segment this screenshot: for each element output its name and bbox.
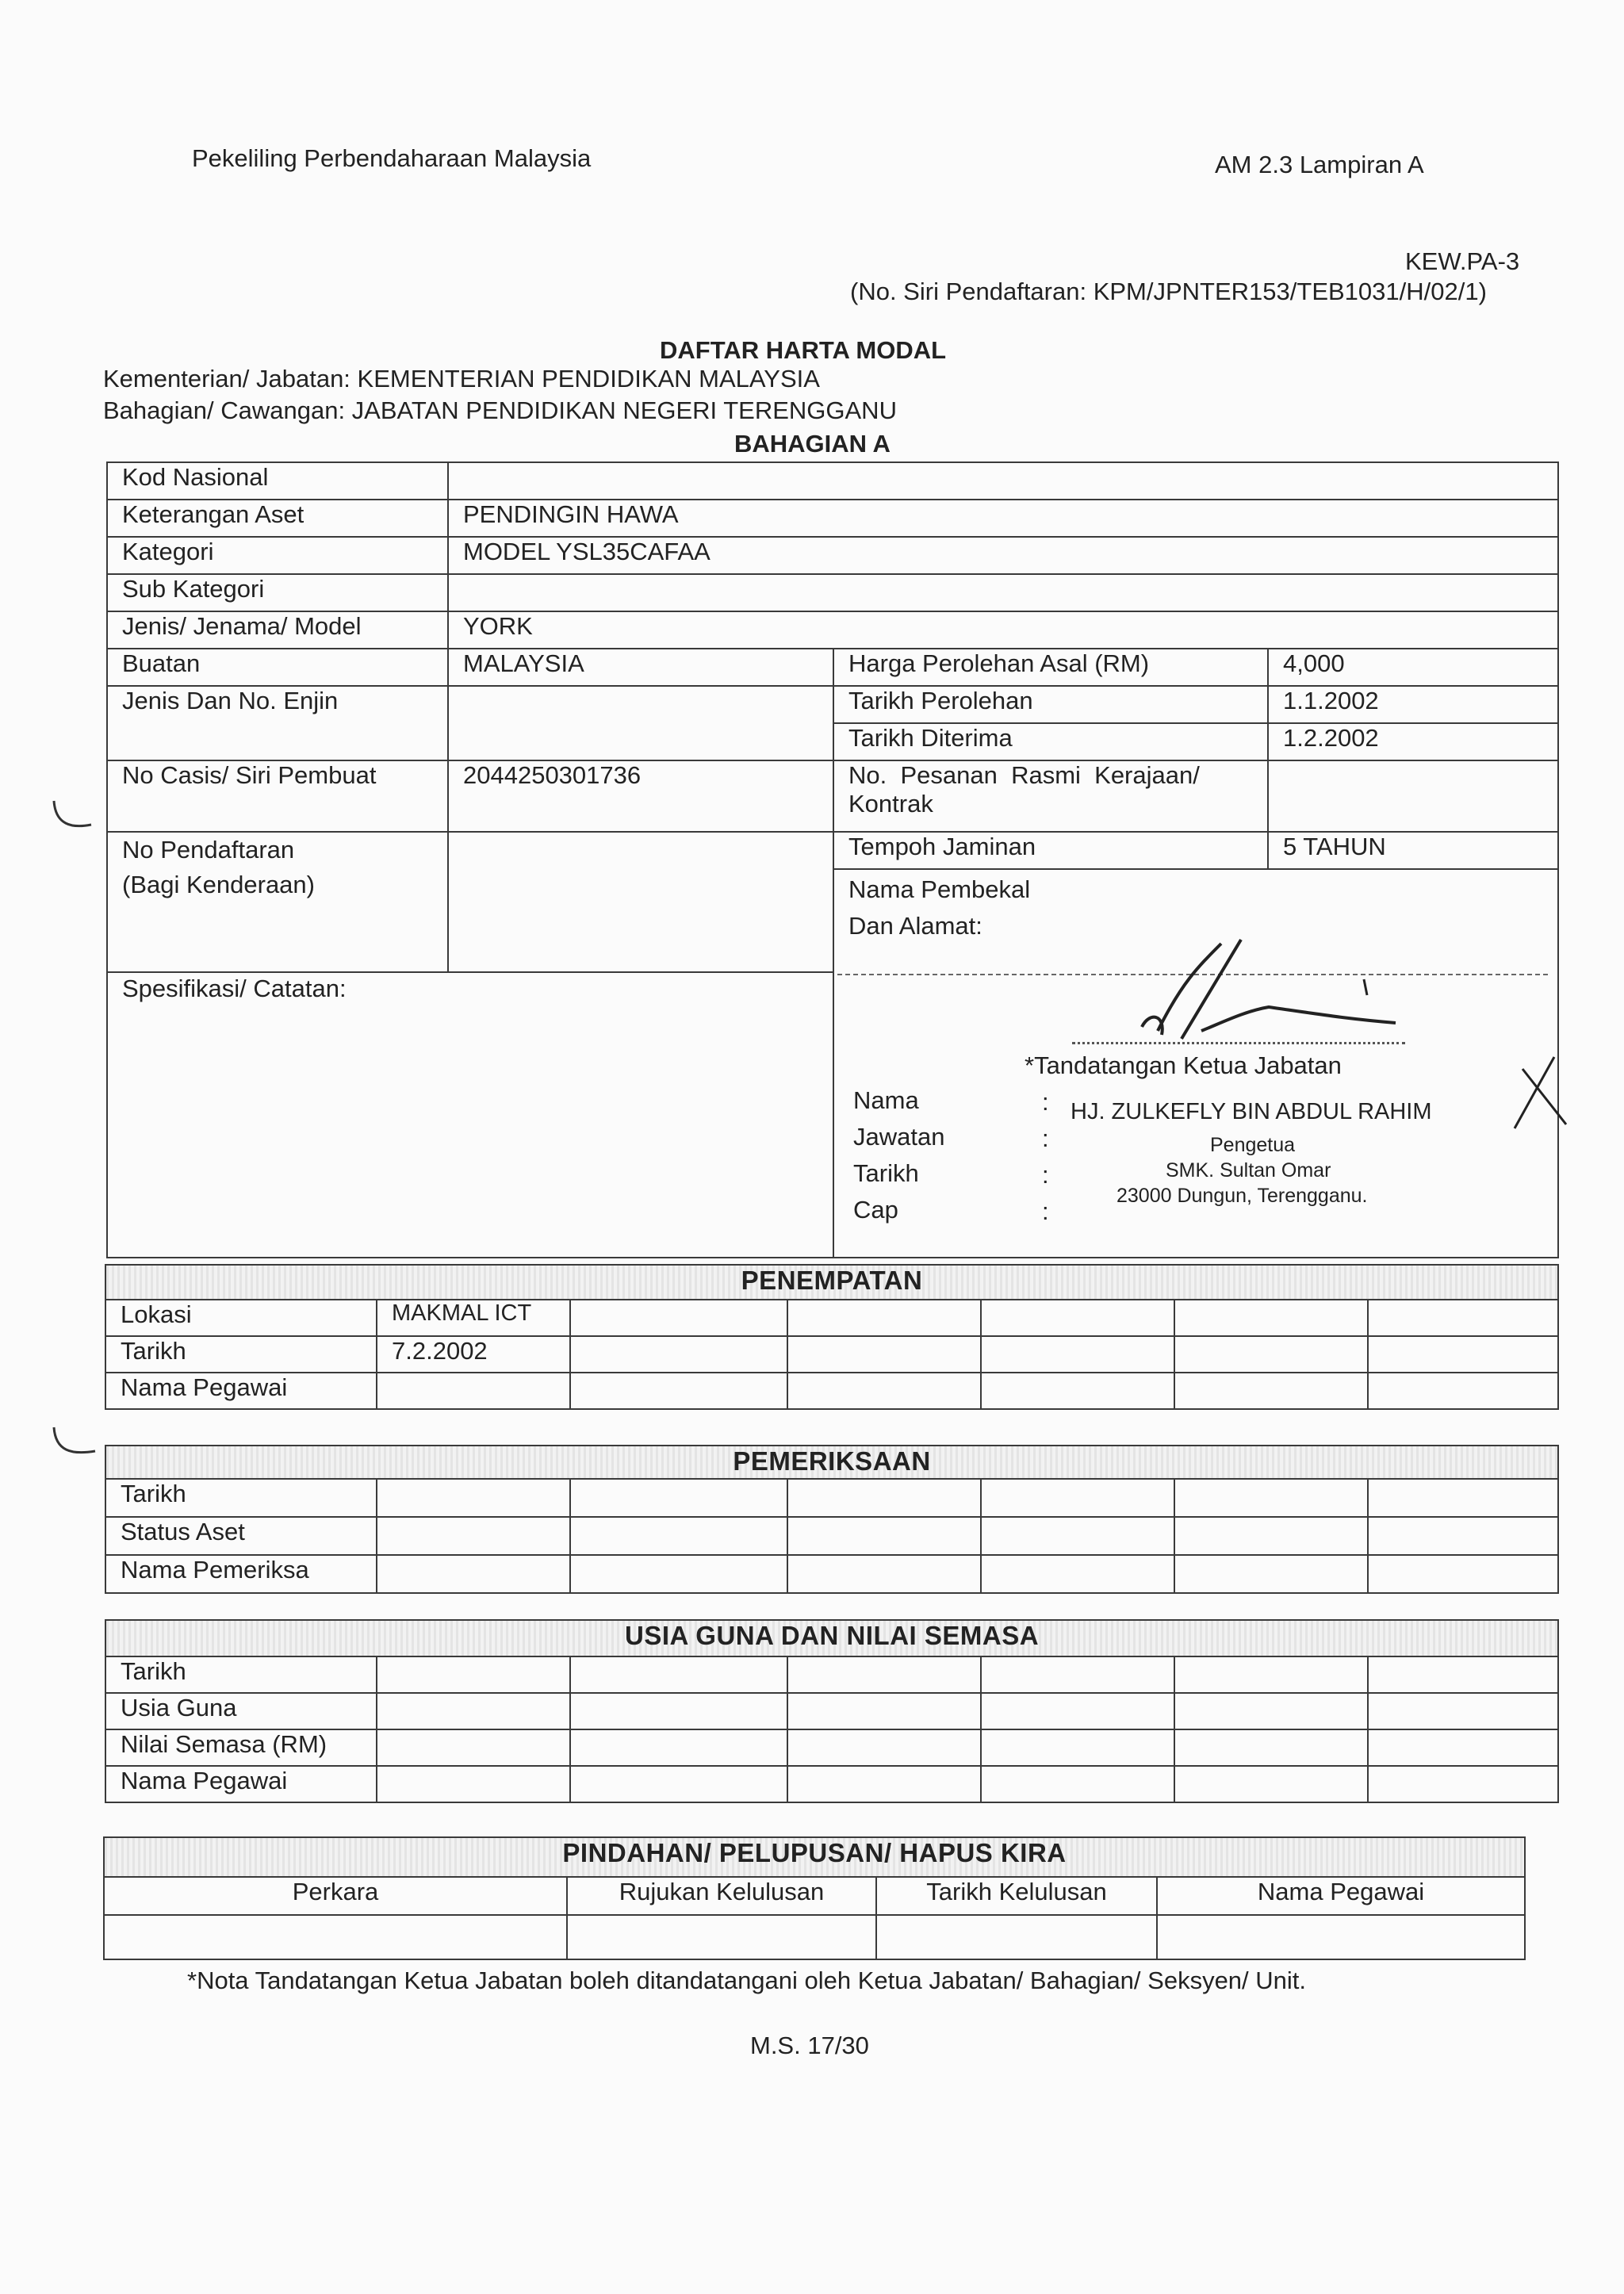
table-row xyxy=(105,1766,1558,1802)
harga-value: 4,000 xyxy=(1268,649,1558,686)
pemeriksaan-heading: PEMERIKSAAN xyxy=(105,1446,1558,1479)
table-row xyxy=(107,462,1558,500)
penempatan-row-value xyxy=(377,1373,570,1409)
spesifikasi-cell xyxy=(107,972,833,1258)
jaminan-value: 5 TAHUN xyxy=(1268,832,1558,869)
tarikh-perolehan-value: 1.1.2002 xyxy=(1268,686,1558,723)
signature-scribble xyxy=(1063,936,1411,1055)
pendaftaran-value xyxy=(448,832,833,972)
jaminan-label: Tempoh Jaminan xyxy=(833,832,1268,869)
pendaftaran-label xyxy=(107,832,448,972)
spesifikasi-label: Spesifikasi/ Catatan: xyxy=(122,975,347,1002)
jawatan-label: Jawatan xyxy=(853,1123,945,1151)
table-row xyxy=(105,1300,1558,1336)
signature-caption: *Tandatangan Ketua Jabatan xyxy=(1025,1051,1342,1079)
table-row xyxy=(107,611,1558,649)
part-a-heading: BAHAGIAN A xyxy=(734,430,891,458)
usia-row-label: Nama Pegawai xyxy=(105,1766,377,1802)
keterangan-value: PENDINGIN HAWA xyxy=(448,500,1558,537)
penempatan-table xyxy=(105,1264,1559,1410)
harga-label: Harga Perolehan Asal (RM) xyxy=(833,649,1268,686)
form-code: KEW.PA-3 xyxy=(1405,247,1520,275)
pemeriksaan-table xyxy=(105,1445,1559,1594)
table-row xyxy=(105,1656,1558,1693)
pemeriksaan-row-label: Status Aset xyxy=(105,1517,377,1555)
table-row xyxy=(107,760,1558,832)
table-row xyxy=(105,1729,1558,1766)
cap-colon: : xyxy=(1042,1197,1049,1225)
keterangan-label: Keterangan Aset xyxy=(107,500,448,537)
nama-label: Nama xyxy=(853,1086,919,1114)
kategori-value: MODEL YSL35CAFAA xyxy=(448,537,1558,574)
pindahan-table xyxy=(103,1836,1526,1960)
casis-label: No Casis/ Siri Pembuat xyxy=(107,760,448,832)
stamp-title: Pengetua xyxy=(1210,1134,1296,1156)
page-number: M.S. 17/30 xyxy=(750,2032,869,2059)
table-row xyxy=(107,574,1558,611)
cross-mark xyxy=(1507,1053,1570,1132)
penempatan-row-label: Tarikh xyxy=(105,1336,377,1373)
tarikh-label: Tarikh xyxy=(853,1159,919,1187)
sub-kategori-value xyxy=(448,574,1558,611)
kategori-label: Kategori xyxy=(107,537,448,574)
buatan-value: MALAYSIA xyxy=(448,649,833,686)
stamp-address: 23000 Dungun, Terengganu. xyxy=(1116,1185,1368,1207)
pesanan-value xyxy=(1268,760,1558,832)
casis-value: 2044250301736 xyxy=(448,760,833,832)
pembekal-label-line-2: Dan Alamat: xyxy=(848,912,982,940)
penempatan-row-value: MAKMAL ICT xyxy=(377,1300,570,1336)
enjin-label: Jenis Dan No. Enjin xyxy=(107,686,448,760)
buatan-label: Buatan xyxy=(107,649,448,686)
penempatan-heading: PENEMPATAN xyxy=(105,1265,1558,1300)
pindahan-heading: PINDAHAN/ PELUPUSAN/ HAPUS KIRA xyxy=(104,1837,1525,1877)
table-row xyxy=(104,1877,1525,1915)
table-row xyxy=(105,1479,1558,1517)
pindahan-col-perkara: Perkara xyxy=(104,1877,567,1915)
tarikh-colon: : xyxy=(1042,1161,1049,1189)
usia-heading: USIA GUNA DAN NILAI SEMASA xyxy=(105,1620,1558,1656)
registration-serial: (No. Siri Pendaftaran: KPM/JPNTER153/TEB1031/H/02/1) xyxy=(850,278,1487,305)
asset-detail-table xyxy=(106,461,1559,1258)
usia-row-label: Nilai Semasa (RM) xyxy=(105,1729,377,1766)
pindahan-col-rujukan: Rujukan Kelulusan xyxy=(567,1877,876,1915)
table-row xyxy=(107,500,1558,537)
punch-hole-mark xyxy=(48,1419,103,1467)
tarikh-diterima-value: 1.2.2002 xyxy=(1268,723,1558,760)
signature-line xyxy=(1072,1042,1405,1044)
jenama-label: Jenis/ Jenama/ Model xyxy=(107,611,448,649)
pesanan-label-line-1: No. Pesanan Rasmi Kerajaan/ xyxy=(848,761,1200,789)
pendaftaran-label-line-2: (Bagi Kenderaan) xyxy=(122,871,315,898)
enjin-value xyxy=(448,686,833,760)
usia-row-label: Tarikh xyxy=(105,1656,377,1693)
circular-reference: Pekeliling Perbendaharaan Malaysia xyxy=(192,144,592,172)
table-row xyxy=(107,832,1558,869)
pindahan-col-tarikh: Tarikh Kelulusan xyxy=(876,1877,1157,1915)
cap-label: Cap xyxy=(853,1196,898,1224)
usia-guna-table xyxy=(105,1619,1559,1803)
tarikh-perolehan-label: Tarikh Perolehan xyxy=(833,686,1268,723)
penempatan-row-value: 7.2.2002 xyxy=(377,1336,570,1373)
usia-row-label: Usia Guna xyxy=(105,1693,377,1729)
pembekal-label-line-1: Nama Pembekal xyxy=(848,875,1031,903)
division-line: Bahagian/ Cawangan: JABATAN PENDIDIKAN NEGERI TERENGGANU xyxy=(103,396,897,424)
pesanan-label xyxy=(833,760,1268,832)
table-row xyxy=(107,686,1558,723)
page-title: DAFTAR HARTA MODAL xyxy=(660,336,947,364)
sub-kategori-label: Sub Kategori xyxy=(107,574,448,611)
tarikh-diterima-label: Tarikh Diterima xyxy=(833,723,1268,760)
table-row xyxy=(105,1336,1558,1373)
pemeriksaan-row-label: Nama Pemeriksa xyxy=(105,1555,377,1593)
jawatan-colon: : xyxy=(1042,1124,1049,1152)
table-row xyxy=(105,1373,1558,1409)
pesanan-label-line-2: Kontrak xyxy=(848,790,933,818)
pendaftaran-label-line-1: No Pendaftaran xyxy=(122,836,295,864)
footnote: *Nota Tandatangan Ketua Jabatan boleh ditandatangani oleh Ketua Jabatan/ Bahagian/ Seksyen/ Unit. xyxy=(187,1967,1307,1994)
table-row xyxy=(105,1693,1558,1729)
table-row xyxy=(105,1555,1558,1593)
nama-colon: : xyxy=(1042,1088,1049,1116)
kod-nasional-value xyxy=(448,462,1558,500)
head-name-stamp: HJ. ZULKEFLY BIN ABDUL RAHIM xyxy=(1071,1099,1432,1124)
ministry-line: Kementerian/ Jabatan: KEMENTERIAN PENDIDIKAN MALAYSIA xyxy=(103,365,820,393)
stamp-school: SMK. Sultan Omar xyxy=(1166,1159,1331,1181)
jenama-value: YORK xyxy=(448,611,1558,649)
table-row xyxy=(104,1915,1525,1959)
table-row xyxy=(105,1517,1558,1555)
punch-hole-mark xyxy=(48,793,95,841)
table-row xyxy=(107,649,1558,686)
appendix-reference: AM 2.3 Lampiran A xyxy=(1215,151,1424,178)
penempatan-row-label: Nama Pegawai xyxy=(105,1373,377,1409)
table-row xyxy=(107,537,1558,574)
kod-nasional-label: Kod Nasional xyxy=(107,462,448,500)
penempatan-row-label: Lokasi xyxy=(105,1300,377,1336)
pemeriksaan-row-label: Tarikh xyxy=(105,1479,377,1517)
pindahan-col-pegawai: Nama Pegawai xyxy=(1157,1877,1525,1915)
